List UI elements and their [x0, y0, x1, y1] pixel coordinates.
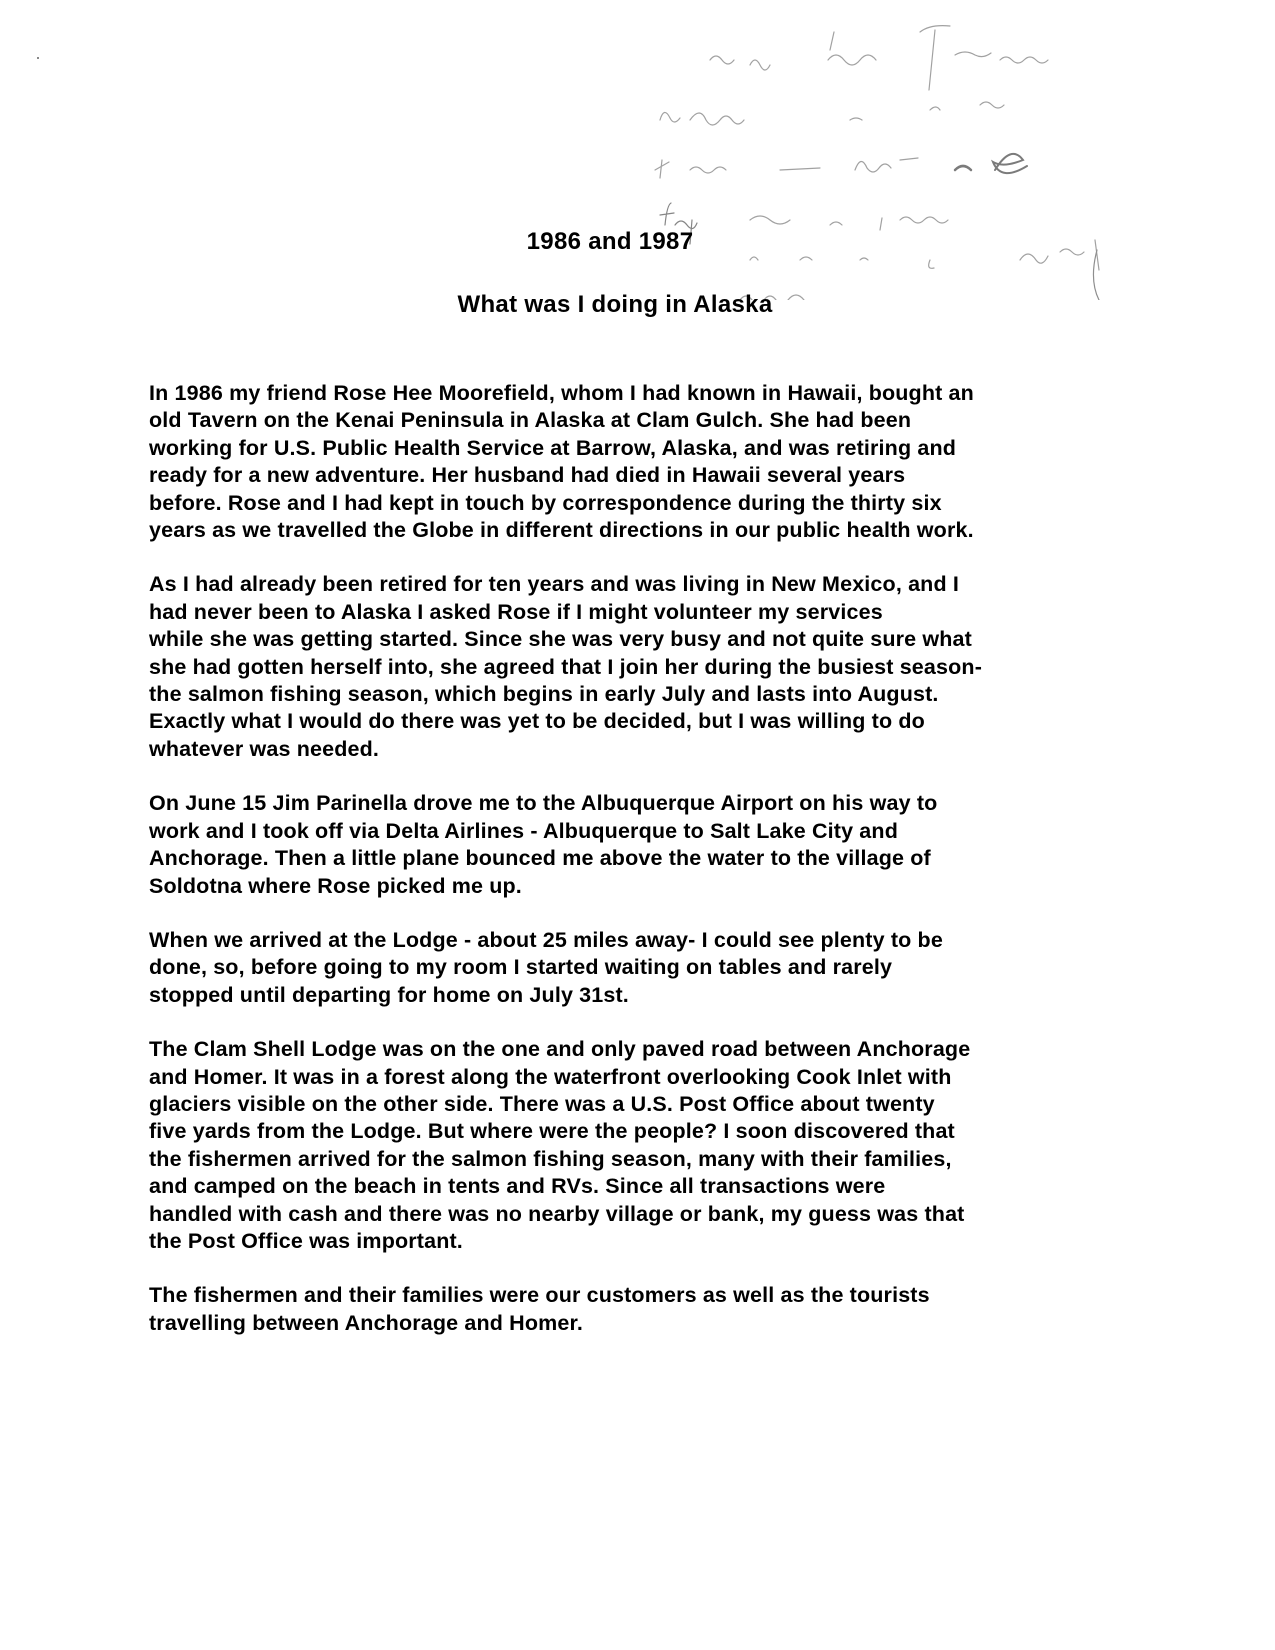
paragraph [149, 927, 1149, 1009]
text-line: travelling between Anchorage and Homer. [149, 1310, 583, 1335]
text-line: working for U.S. Public Health Service at Barrow, Alaska, and was retiring and [149, 435, 957, 460]
text-line: ready for a new adventure. Her husband had died in Hawaii several years [149, 463, 906, 488]
text-line: five yards from the Lodge. But where were the people? I soon discovered that [149, 1119, 955, 1144]
document-subtitle: What was I doing in Alaska [457, 291, 773, 318]
text-line: work and I took off via Delta Airlines - Albuquerque to Salt Lake City and [149, 818, 898, 843]
text-line: The Clam Shell Lodge was on the one and only paved road between Anchorage [149, 1037, 971, 1062]
text-line: before. Rose and I had kept in touch by correspondence during the thirty six [149, 490, 942, 515]
text-line: and Homer. It was in a forest along the waterfront overlooking Cook Inlet with [149, 1064, 952, 1089]
paragraph [149, 380, 1149, 544]
text-line: the salmon fishing season, which begins in early July and lasts into August. [149, 682, 939, 707]
paragraph [149, 1282, 1149, 1337]
text-line: stopped until departing for home on July 31st. [149, 982, 629, 1007]
paragraph [149, 571, 1149, 763]
text-line: glaciers visible on the other side. There was a U.S. Post Office about twenty [149, 1091, 935, 1116]
text-line: the Post Office was important. [149, 1228, 463, 1253]
text-line: As I had already been retired for ten years and was living in New Mexico, and I [149, 572, 959, 597]
document-title: 1986 and 1987 [526, 228, 694, 255]
text-line: On June 15 Jim Parinella drove me to the Albuquerque Airport on his way to [149, 791, 938, 816]
text-line: while she was getting started. Since she was very busy and not quite sure what [149, 627, 972, 652]
text-line: When we arrived at the Lodge - about 25 miles away- I could see plenty to be [149, 927, 943, 952]
document-body [149, 380, 1149, 1364]
text-line: Anchorage. Then a little plane bounced me above the water to the village of [149, 846, 931, 871]
text-line: years as we travelled the Globe in different directions in our public health work. [149, 518, 974, 543]
text-line: had never been to Alaska I asked Rose if I might volunteer my services [149, 599, 883, 624]
text-line: Exactly what I would do there was yet to be decided, but I was willing to do [149, 709, 925, 734]
handwritten-annotation [600, 20, 1260, 300]
paragraph [149, 790, 1149, 900]
scan-speck [37, 57, 39, 59]
text-line: she had gotten herself into, she agreed that I join her during the busiest season- [149, 654, 983, 679]
text-line: the fishermen arrived for the salmon fishing season, many with their families, [149, 1146, 952, 1171]
text-line: whatever was needed. [149, 736, 380, 761]
text-line: In 1986 my friend Rose Hee Moorefield, whom I had known in Hawaii, bought an [149, 381, 974, 405]
text-line: The fishermen and their families were our customers as well as the tourists [149, 1283, 930, 1308]
text-line: Soldotna where Rose picked me up. [149, 873, 522, 898]
text-line: handled with cash and there was no nearby village or bank, my guess was that [149, 1201, 965, 1226]
text-line: and camped on the beach in tents and RVs. Since all transactions were [149, 1174, 886, 1199]
text-line: done, so, before going to my room I started waiting on tables and rarely [149, 955, 893, 980]
paragraph [149, 1036, 1149, 1255]
text-line: old Tavern on the Kenai Peninsula in Alaska at Clam Gulch. She had been [149, 408, 912, 433]
